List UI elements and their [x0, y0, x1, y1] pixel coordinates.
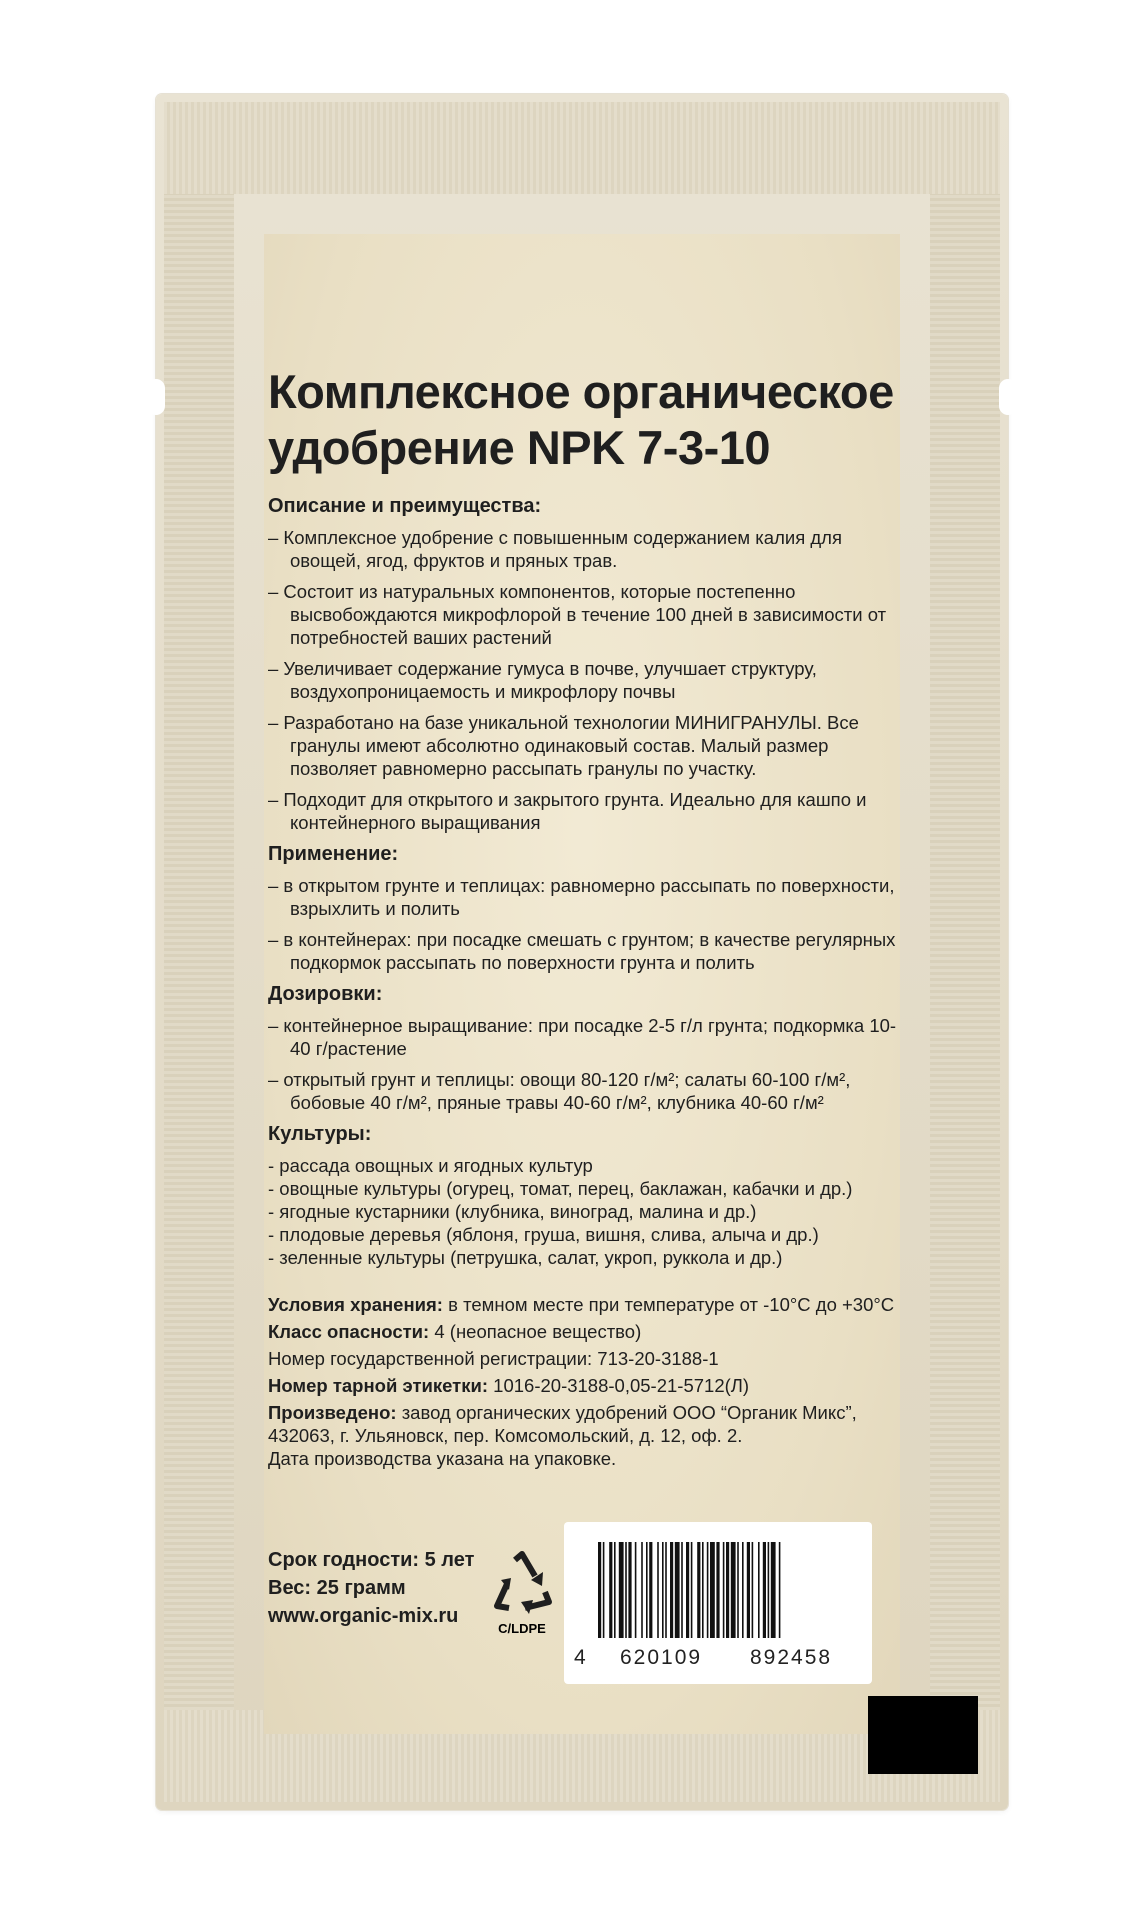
barcode-bar: [598, 1542, 601, 1638]
barcode-bar: [697, 1542, 700, 1638]
barcode-bar: [609, 1542, 612, 1638]
label-content: [268, 364, 908, 1474]
usage-item: – в открытом грунте и теплицах: равномерно рассыпать по поверхности, взрыхлить и полить: [268, 875, 895, 919]
barcode-first-digit: 4: [574, 1646, 586, 1669]
barcode-bar: [726, 1542, 729, 1638]
barcode-bar: [641, 1542, 643, 1638]
recycling-mark: [484, 1550, 560, 1642]
barcode-bar: [771, 1542, 776, 1638]
crop-item: - плодовые деревья (яблоня, груша, вишня, слива, алыча и др.): [268, 1224, 819, 1245]
crop-item: - рассада овощных и ягодных культур: [268, 1155, 593, 1176]
crop-item: - овощные культуры (огурец, томат, перец, баклажан, кабачки и др.): [268, 1178, 853, 1199]
barcode-bar: [619, 1542, 624, 1638]
description-heading: Описание и преимущества:: [268, 495, 542, 517]
crops-heading: Культуры:: [268, 1123, 372, 1145]
barcode-bar: [737, 1542, 739, 1638]
tear-notch-left: [147, 379, 165, 415]
barcode-bar: [723, 1542, 725, 1638]
right-seal: [930, 194, 1000, 1710]
recycle-icon: [487, 1550, 557, 1618]
barcode-bar: [665, 1542, 667, 1638]
barcode-group-2: 892458: [750, 1646, 833, 1669]
barcode-bar: [675, 1542, 680, 1638]
tare-label-number: Номер тарной этикетки: 1016-20-3188-0,05-21-5712(Л): [268, 1375, 750, 1396]
production-date: Дата производства указана на упаковке.: [268, 1448, 617, 1469]
registration-mark: [868, 1696, 978, 1774]
description-item: – Комплексное удобрение с повышенным содержанием калия для овощей, ягод, фруктов и пряных трав.: [268, 527, 842, 571]
website: www.organic-mix.ru: [268, 1605, 459, 1627]
barcode-bar: [635, 1542, 637, 1638]
storage-conditions: Условия хранения: в темном месте при температуре от -10°С до +30°С: [268, 1294, 895, 1315]
barcode-bar: [670, 1542, 673, 1638]
description-item: – Разработано на базе уникальной технологии МИНИГРАНУЛЫ. Все гранулы имеют абсолютно одинаковый состав. Малый размер позволяет равномерно рассыпать гранулы по участку.: [268, 712, 859, 779]
dosage-item: – контейнерное выращивание: при посадке 2-5 г/л грунта; подкормка 10-40 г/растение: [268, 1015, 897, 1059]
barcode-bar: [752, 1542, 754, 1638]
usage-heading: Применение:: [268, 843, 399, 865]
barcode-bar: [657, 1542, 659, 1638]
crop-item: - зеленные культуры (петрушка, салат, укроп, руккола и др.): [268, 1247, 783, 1268]
description-item: – Подходит для открытого и закрытого грунта. Идеально для кашпо и контейнерного выращивания: [268, 789, 867, 833]
barcode-bar: [710, 1542, 715, 1638]
left-seal: [164, 194, 234, 1710]
barcode-bar: [707, 1542, 709, 1638]
tear-notch-right: [999, 379, 1017, 415]
barcode-bar: [681, 1542, 683, 1638]
barcode-bars: [598, 1542, 852, 1638]
barcode-bar: [731, 1542, 736, 1638]
barcode-bar: [646, 1542, 648, 1638]
barcode-bar: [779, 1542, 781, 1638]
usage-item: – в контейнерах: при посадке смешать с грунтом; в качестве регулярных подкормок рассыпать по поверхности грунта и полить: [268, 929, 896, 973]
producer: Произведено: завод органических удобрений ООО “Органик Микс”, 432063, г. Ульяновск, пер. Комсомольский, д. 12, оф. 2. Дата производства указана на упаковке.: [268, 1402, 857, 1469]
description-item: – Увеличивает содержание гумуса в почве, улучшает структуру, воздухопроницаемость и микрофлору почвы: [268, 658, 817, 702]
barcode-bar: [628, 1542, 631, 1638]
barcode-bar: [625, 1542, 627, 1638]
barcode-bar: [614, 1542, 616, 1638]
barcode-bar: [649, 1542, 652, 1638]
crop-item: - ягодные кустарники (клубника, виноград, малина и др.): [268, 1201, 757, 1222]
dosage-heading: Дозировки:: [268, 983, 383, 1005]
shelf-life: Срок годности: 5 лет: [268, 1549, 475, 1571]
recycling-code: C/LDPE: [498, 1621, 546, 1636]
barcode-bar: [768, 1542, 770, 1638]
description-item: – Состоит из натуральных компонентов, которые постепенно высвобождаются микрофлорой в течение 100 дней в зависимости от потребностей ваших растений: [268, 581, 887, 648]
product-title: Комплексное органическое удобрение NPK 7-3-10: [268, 365, 894, 474]
barcode-bar: [662, 1542, 664, 1638]
top-seal: [164, 102, 1000, 194]
barcode-bar: [603, 1542, 605, 1638]
barcode-bar: [691, 1542, 693, 1638]
barcode-bar: [763, 1542, 766, 1638]
barcode-bar: [702, 1542, 704, 1638]
barcode-bar: [758, 1542, 760, 1638]
barcode-bar: [686, 1542, 689, 1638]
barcode-group-1: 620109: [620, 1646, 703, 1669]
registration-number: Номер государственной регистрации: 713-20-3188-1: [268, 1348, 719, 1369]
barcode-bar: [747, 1542, 750, 1638]
footer-info: [268, 1546, 474, 1630]
barcode: [564, 1522, 872, 1684]
barcode-bar: [742, 1542, 744, 1638]
weight: Вес: 25 грамм: [268, 1577, 406, 1599]
hazard-class: Класс опасности: 4 (неопасное вещество): [268, 1321, 642, 1342]
dosage-item: – открытый грунт и теплицы: овощи 80-120 г/м²; салаты 60-100 г/м², бобовые 40 г/м², пряные травы 40-60 г/м², клубника 40-60 г/м²: [268, 1069, 851, 1113]
barcode-bar: [716, 1542, 719, 1638]
